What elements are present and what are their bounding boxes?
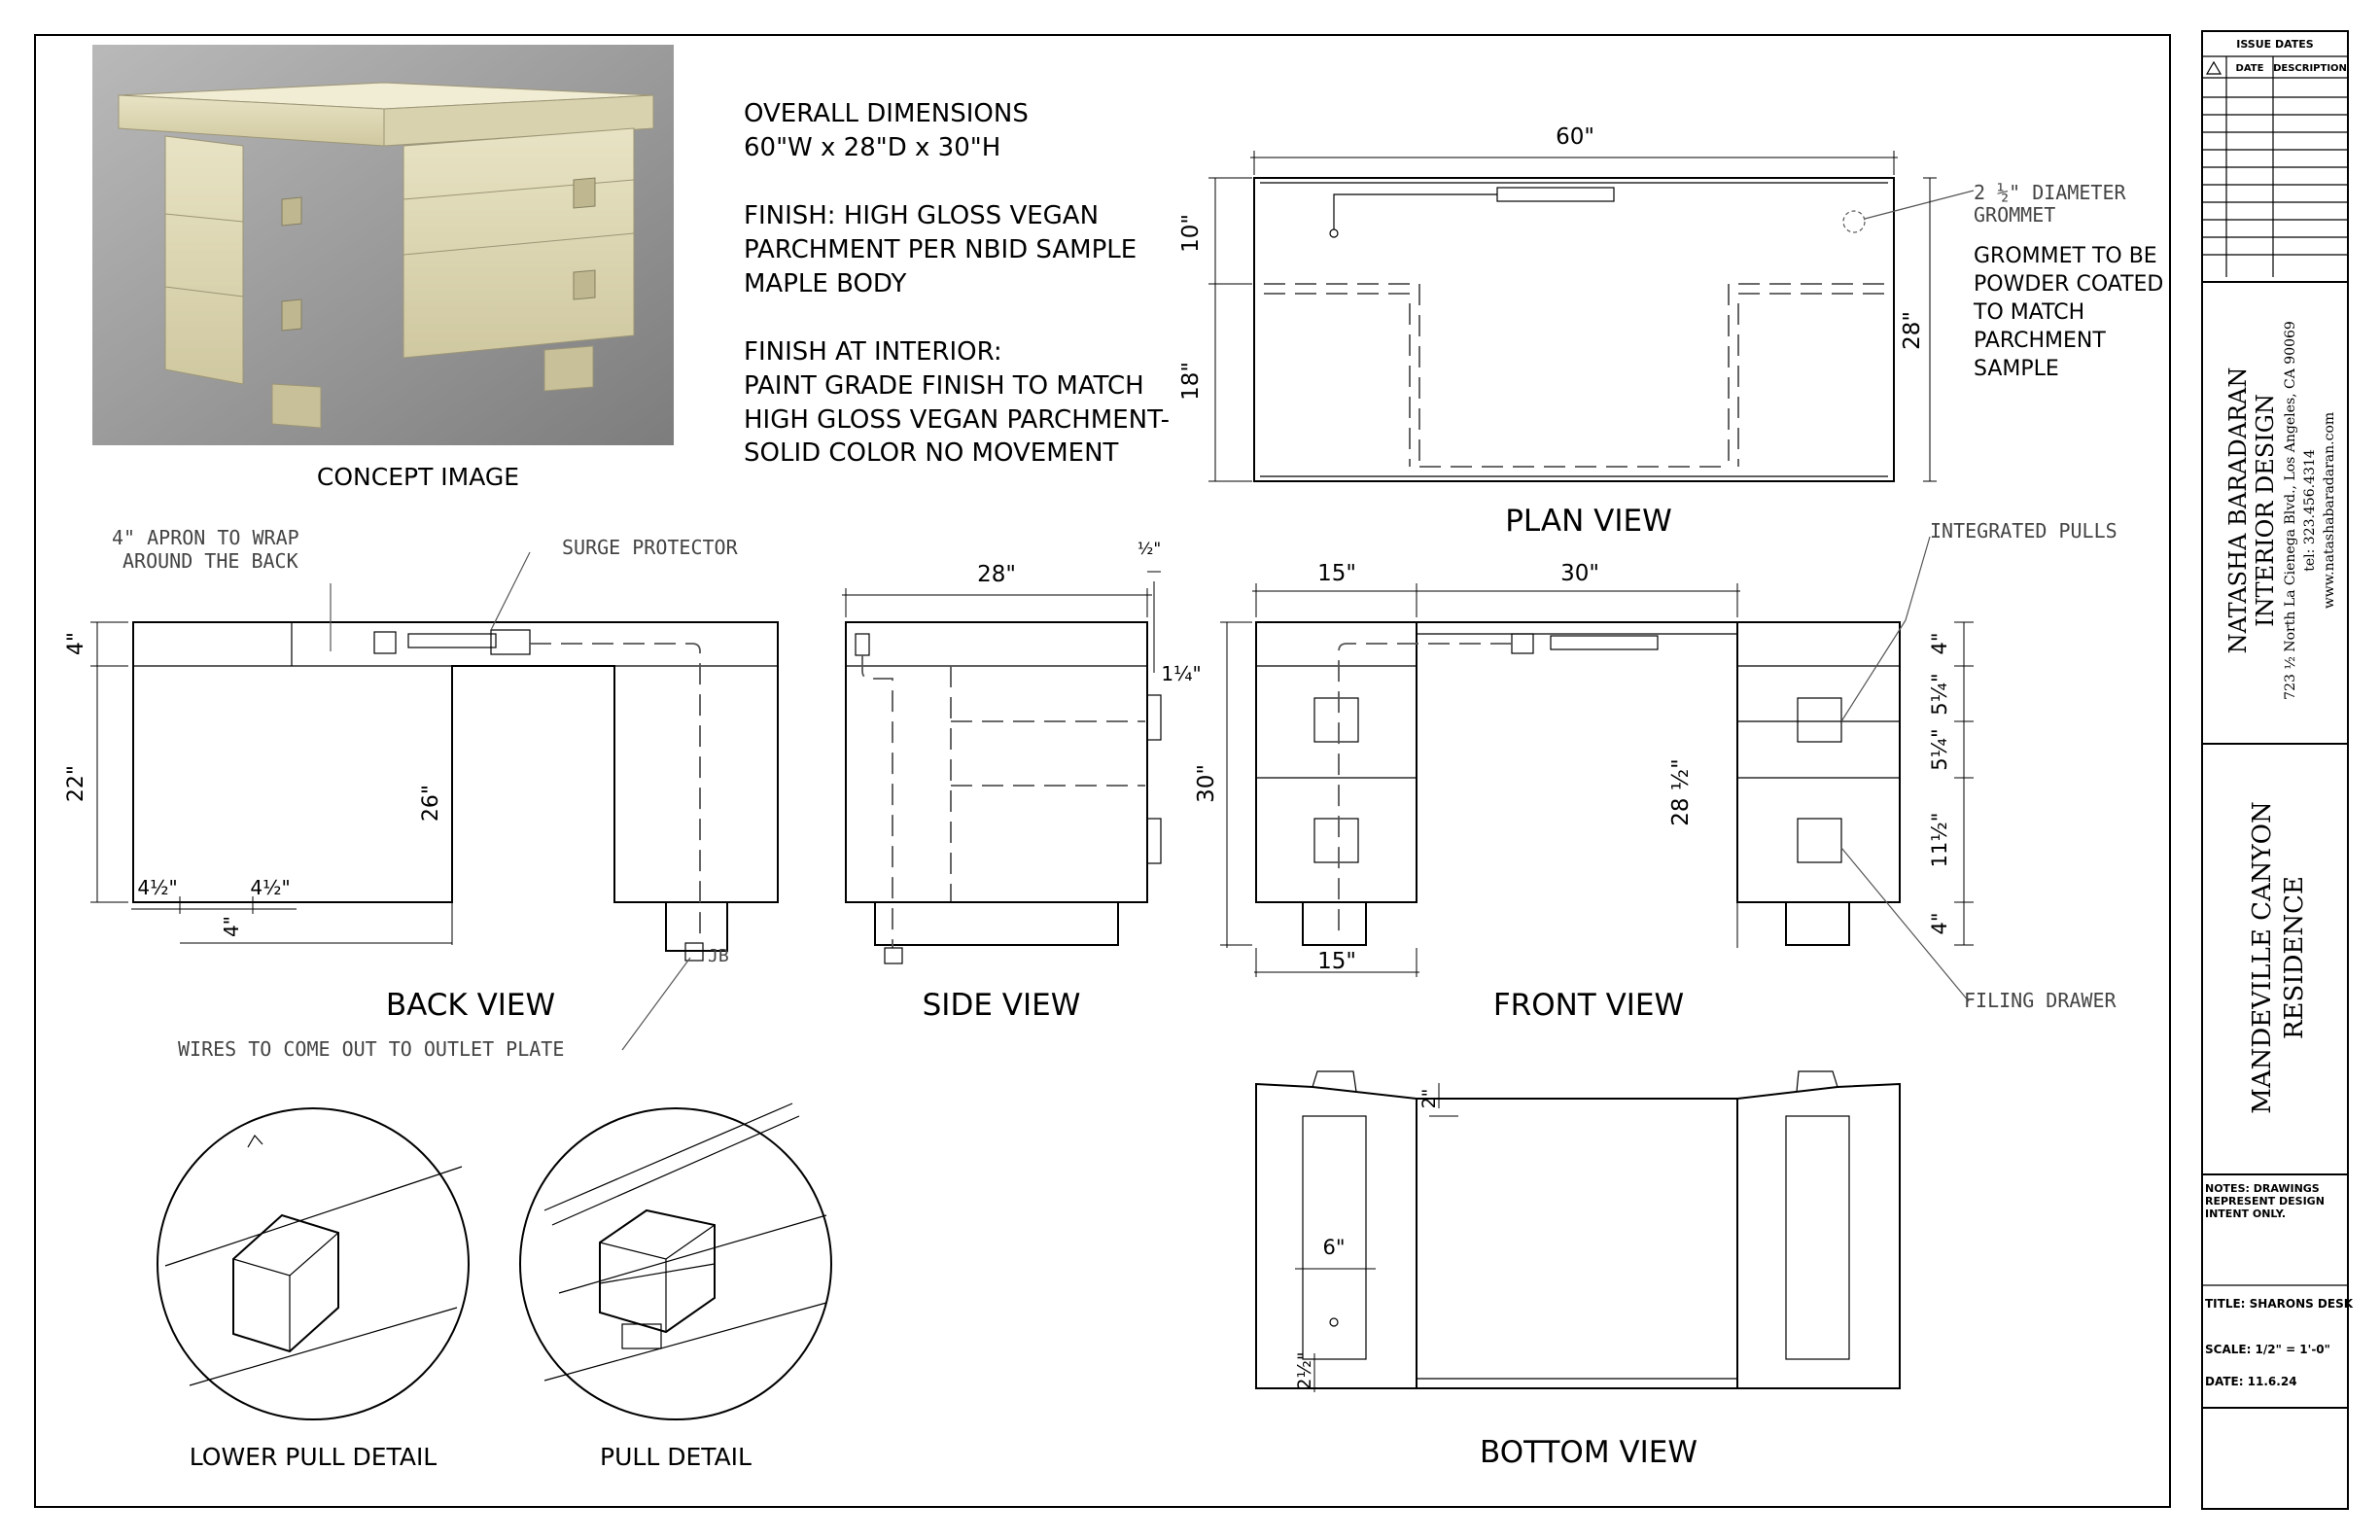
- dim-label: 60": [1556, 124, 1594, 150]
- dim-label: 28": [1900, 311, 1925, 350]
- pull-detail: [520, 1103, 831, 1419]
- grommet-note: SAMPLE: [1974, 357, 2059, 381]
- dim-label: 5¼": [1928, 673, 1951, 716]
- dim-label: 15": [1317, 949, 1356, 974]
- firm-website: www.natashabaradaran.com: [2322, 411, 2337, 610]
- issue-dates-header: ISSUE DATES: [2236, 38, 2314, 51]
- notes-line: INTENT ONLY.: [2205, 1208, 2287, 1220]
- dim-label: 18": [1178, 362, 1204, 401]
- note-line: PARCHMENT PER NBID SAMPLE: [744, 235, 1138, 264]
- detail-title: PULL DETAIL: [600, 1443, 752, 1471]
- view-title: BACK VIEW: [385, 988, 556, 1023]
- grommet-note: PARCHMENT: [1974, 329, 2106, 353]
- apron-label: 4" APRON TO WRAP: [112, 526, 299, 549]
- dim-label: 28 ½": [1668, 758, 1694, 826]
- grommet-label: 2 ½" DIAMETER: [1974, 181, 2126, 204]
- title-block-border: [2202, 31, 2348, 1509]
- dim-label: 15": [1317, 561, 1356, 586]
- filing-drawer-label: FILING DRAWER: [1964, 989, 2117, 1012]
- dim-label: 1¼": [1161, 662, 1202, 685]
- dim-label: 26": [419, 784, 443, 822]
- concept-image: [92, 45, 674, 445]
- note-line: 60"W x 28"D x 30"H: [744, 133, 1001, 162]
- wires-label: WIRES TO COME OUT TO OUTLET PLATE: [178, 1037, 565, 1061]
- dim-label: 6": [1322, 1236, 1346, 1259]
- grommet-note: POWDER COATED: [1974, 272, 2164, 297]
- notes-line: REPRESENT DESIGN: [2205, 1195, 2325, 1208]
- view-title: FRONT VIEW: [1492, 988, 1685, 1023]
- dim-label: 4": [64, 631, 88, 656]
- jb-label: JB: [708, 946, 729, 966]
- apron-label: AROUND THE BACK: [122, 549, 298, 573]
- side-view: [842, 572, 1161, 963]
- integrated-pulls-label: INTEGRATED PULLS: [1930, 519, 2118, 542]
- dim-label: 30": [1560, 561, 1599, 586]
- dim-label: 4½": [250, 876, 291, 899]
- note-line: FINISH: HIGH GLOSS VEGAN: [744, 201, 1100, 230]
- dim-label: 28": [977, 562, 1016, 587]
- grommet-note: GROMMET TO BE: [1974, 244, 2157, 268]
- project-name: MANDEVILLE CANYON: [2248, 801, 2277, 1114]
- concept-caption: CONCEPT IMAGE: [316, 463, 520, 491]
- dim-label: 2½": [1294, 1351, 1315, 1390]
- dim-label: 10": [1178, 214, 1204, 253]
- dim-label: 2": [1418, 1088, 1440, 1109]
- view-title: PLAN VIEW: [1505, 504, 1672, 539]
- dim-label: 4": [1928, 632, 1951, 655]
- front-view: [1220, 537, 1974, 1001]
- notes-line: NOTES: DRAWINGS: [2205, 1182, 2320, 1195]
- firm-subtitle: INTERIOR DESIGN: [2252, 394, 2279, 627]
- general-notes: [744, 99, 1170, 468]
- grommet-note: TO MATCH: [1974, 300, 2085, 325]
- note-line: PAINT GRADE FINISH TO MATCH: [744, 371, 1144, 401]
- view-title: BOTTOM VIEW: [1479, 1435, 1698, 1470]
- firm-phone: tel: 323.456.4314: [2302, 449, 2318, 572]
- plan-view: [1208, 151, 1974, 481]
- firm-address: 723 ½ North La Cienega Blvd., Los Angeles, CA 90069: [2283, 321, 2298, 700]
- note-line: OVERALL DIMENSIONS: [744, 99, 1029, 128]
- grommet-label: GROMMET: [1974, 203, 2056, 227]
- bottom-view: [1256, 1071, 1900, 1392]
- dim-label: 11½": [1928, 812, 1951, 868]
- col-description: DESCRIPTION: [2273, 63, 2347, 74]
- dim-label: 22": [64, 764, 88, 803]
- firm-name: NATASHA BARADARAN: [2224, 367, 2252, 654]
- surge-label: SURGE PROTECTOR: [562, 536, 738, 559]
- detail-title: LOWER PULL DETAIL: [189, 1443, 438, 1471]
- dim-label: 4": [220, 916, 243, 937]
- view-title: SIDE VIEW: [922, 988, 1081, 1023]
- project-name: RESIDENCE: [2280, 875, 2309, 1040]
- dim-label: 4": [1928, 912, 1951, 935]
- col-date: DATE: [2235, 63, 2264, 74]
- dim-label: ½": [1137, 540, 1162, 559]
- note-line: FINISH AT INTERIOR:: [744, 337, 1002, 367]
- drawing-title: TITLE: SHARONS DESK: [2205, 1297, 2354, 1311]
- drawing-scale: SCALE: 1/2" = 1'-0": [2205, 1343, 2330, 1356]
- note-line: HIGH GLOSS VEGAN PARCHMENT-: [744, 405, 1170, 435]
- note-line: MAPLE BODY: [744, 269, 907, 298]
- lower-pull-detail: [158, 1108, 469, 1419]
- dim-label: 4½": [137, 876, 178, 899]
- note-line: SOLID COLOR NO MOVEMENT: [744, 438, 1119, 468]
- dim-label: 5¼": [1928, 728, 1951, 771]
- drawing-date: DATE: 11.6.24: [2205, 1375, 2297, 1388]
- dim-label: 30": [1194, 764, 1219, 803]
